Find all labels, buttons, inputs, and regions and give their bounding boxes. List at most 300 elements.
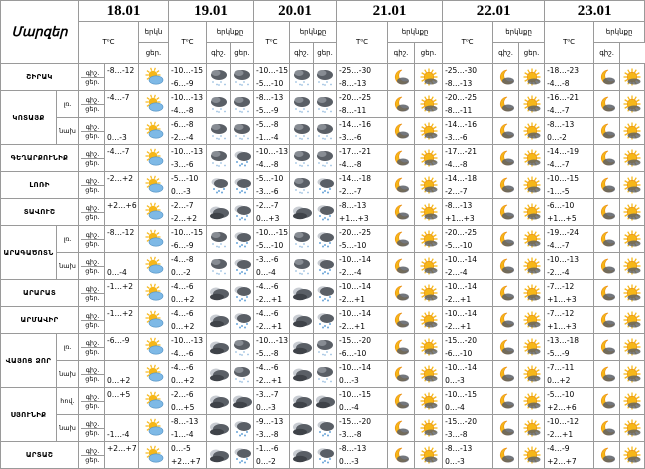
temp-range — [337, 253, 388, 280]
temp-range — [105, 91, 139, 118]
night-temp: -6…-10 — [547, 201, 575, 210]
night-temp: -16…-21 — [547, 93, 580, 102]
night-temp: -5…-8 — [256, 120, 279, 129]
temp-range — [337, 226, 388, 253]
night-temp: -10…-15 — [171, 66, 204, 75]
sun-icon — [415, 64, 443, 91]
night-header: գիշ. — [493, 43, 519, 64]
snow-icon — [314, 253, 337, 280]
sun-icon — [415, 388, 443, 415]
night-temp: -18…-23 — [547, 66, 580, 75]
temp-range — [337, 280, 388, 307]
night-temp: -10…-15 — [339, 390, 372, 399]
temp-range — [254, 442, 290, 469]
night-temp: -14…-19 — [547, 147, 580, 156]
day-temp: 0…+5 — [171, 403, 195, 412]
temp-range — [105, 307, 139, 334]
cloud-icon — [290, 415, 314, 442]
moon-icon — [493, 226, 519, 253]
day-temp — [107, 104, 138, 117]
day-temp: 0…-4 — [107, 268, 127, 277]
subregion-label: նախ — [57, 118, 79, 145]
day-temp: -2…+1 — [256, 295, 283, 304]
day-night-labels — [79, 64, 105, 91]
sun-icon — [415, 307, 443, 334]
temp-range — [545, 253, 594, 280]
night-temp: -1…-6 — [256, 444, 279, 453]
temp-range — [337, 199, 388, 226]
day-temp — [107, 401, 138, 414]
sun-cloud-icon — [139, 226, 169, 253]
night-temp: -25…-30 — [339, 66, 372, 75]
night-header: գիշ. — [207, 43, 231, 64]
cloud-icon — [290, 280, 314, 307]
night-temp: -10…-15 — [256, 66, 289, 75]
cloud-snow-icon — [207, 253, 231, 280]
cloud-snow-icon — [290, 118, 314, 145]
moon-icon — [594, 118, 620, 145]
day-night-labels — [79, 253, 105, 280]
cloud-icon — [207, 361, 231, 388]
day-temp: -2…-7 — [445, 187, 468, 196]
sun-cloud-icon — [139, 388, 169, 415]
moon-icon — [493, 64, 519, 91]
sun-icon — [519, 388, 545, 415]
day-temp: -5…-9 — [547, 349, 570, 358]
night-temp: -10…-14 — [339, 309, 372, 318]
cloud-icon — [231, 388, 254, 415]
temp-range — [337, 415, 388, 442]
day-temp — [107, 293, 138, 306]
cloud-snow-icon — [231, 334, 254, 361]
temp-range — [254, 334, 290, 361]
moon-icon — [594, 388, 620, 415]
night-temp: -7…-12 — [547, 282, 575, 291]
day-temp: -1…-4 — [256, 133, 279, 142]
night-temp — [107, 361, 138, 374]
cloud-snow-icon — [207, 64, 231, 91]
cloud-icon — [290, 334, 314, 361]
region-name: ԱՐԱԳԱԾՈՏՆ — [1, 226, 57, 280]
day-temp — [107, 77, 138, 90]
night-temp: -7…-12 — [547, 309, 575, 318]
temp-range — [545, 361, 594, 388]
day-temp — [107, 158, 138, 171]
day-temp: -6…-9 — [171, 79, 194, 88]
night-label: գիշ. — [81, 177, 104, 186]
day-label: ցեր. — [85, 77, 100, 86]
day-temp: -3…-6 — [256, 187, 279, 196]
moon-icon — [388, 226, 415, 253]
temp-range — [337, 172, 388, 199]
temp-range — [105, 253, 139, 280]
region-name: ԱՐԱՐԱՏ — [1, 280, 79, 307]
moon-icon — [388, 442, 415, 469]
night-temp: -5…-10 — [547, 390, 575, 399]
day-night-labels — [79, 199, 105, 226]
temp-range — [443, 226, 493, 253]
temp-range — [169, 91, 207, 118]
temp-range — [443, 388, 493, 415]
night-temp: -20…-25 — [339, 228, 372, 237]
temp-range — [169, 307, 207, 334]
day-temp: -2…+1 — [547, 430, 574, 439]
sun-icon — [415, 118, 443, 145]
moon-icon — [388, 118, 415, 145]
temp-range — [443, 334, 493, 361]
day-temp: 0…+2 — [107, 376, 131, 385]
day-label: ցեր. — [85, 347, 100, 356]
day-label: ցեր. — [85, 293, 100, 302]
temp-range — [169, 172, 207, 199]
temp-range — [337, 145, 388, 172]
night-header: գիշ. — [594, 43, 620, 64]
night-temp: -17…-21 — [339, 147, 372, 156]
day-temp: 0…-4 — [445, 403, 465, 412]
moon-icon — [493, 118, 519, 145]
day-temp: 0…+2 — [171, 322, 195, 331]
night-temp: -8…-13 — [339, 444, 367, 453]
temp-range — [337, 388, 388, 415]
sun-icon — [519, 361, 545, 388]
cloud-icon — [207, 199, 231, 226]
day-temp: -6…-10 — [445, 349, 473, 358]
subregion-label: լռ. — [57, 91, 79, 118]
day-night-labels — [79, 415, 105, 442]
sun-cloud-icon — [139, 361, 169, 388]
temp-range — [105, 334, 139, 361]
cloud-icon — [290, 442, 314, 469]
night-temp: -9…-13 — [256, 417, 284, 426]
night-temp: -4…-6 — [171, 363, 194, 372]
night-temp: -10…-14 — [445, 255, 478, 264]
moon-icon — [594, 280, 620, 307]
day-label: ցեր. — [85, 212, 100, 221]
sun-cloud-icon — [139, 280, 169, 307]
night-temp: -8…-13 — [445, 444, 473, 453]
day-temp: -2…-4 — [445, 268, 468, 277]
night-temp: -2…-6 — [171, 390, 194, 399]
night-temp: -8…-13 — [339, 201, 367, 210]
sun-icon — [620, 91, 645, 118]
snow-icon — [314, 307, 337, 334]
day-temp: -3…-8 — [256, 430, 279, 439]
moon-icon — [493, 442, 519, 469]
moon-icon — [594, 145, 620, 172]
snow-icon — [231, 415, 254, 442]
temp-range — [443, 307, 493, 334]
day-night-labels — [79, 388, 105, 415]
temp-range — [254, 280, 290, 307]
day-temp: -2…+1 — [445, 322, 472, 331]
night-temp: -10…-14 — [445, 282, 478, 291]
moon-icon — [594, 307, 620, 334]
day-temp: -4…-7 — [547, 160, 570, 169]
day-night-labels — [79, 118, 105, 145]
night-temp: -4…-9 — [547, 444, 570, 453]
day-temp: 0…-3 — [445, 376, 465, 385]
cloud-icon — [207, 442, 231, 469]
temp-header: T⁰C — [545, 22, 594, 64]
subregion-label: նախ — [57, 415, 79, 442]
night-temp: -3…-6 — [256, 255, 279, 264]
day-temp: -1…-4 — [107, 430, 130, 439]
night-temp: -4…-6 — [256, 282, 279, 291]
temp-range — [443, 199, 493, 226]
sun-icon — [415, 442, 443, 469]
night-temp: -1…+2 — [107, 309, 134, 318]
day-temp: -8…-11 — [445, 106, 473, 115]
cloud-snow-icon — [290, 226, 314, 253]
night-temp: -8…-13 — [445, 201, 473, 210]
temp-range — [254, 415, 290, 442]
date-header: 23.01 — [545, 1, 645, 22]
temp-range — [337, 64, 388, 91]
temp-range — [545, 334, 594, 361]
day-temp: 0…-4 — [256, 268, 276, 277]
temp-range — [443, 64, 493, 91]
day-temp — [107, 347, 138, 360]
day-temp: -3…-8 — [339, 430, 362, 439]
sun-icon — [415, 91, 443, 118]
night-temp: -10…-15 — [547, 174, 580, 183]
night-temp: -4…-6 — [256, 309, 279, 318]
cloud-snow-icon — [314, 118, 337, 145]
night-temp: -13…-18 — [547, 336, 580, 345]
day-temp: -4…-8 — [256, 160, 279, 169]
temp-header: T⁰C — [443, 22, 493, 64]
day-temp: -1…-5 — [547, 187, 570, 196]
day-temp — [107, 239, 138, 252]
temp-range — [545, 118, 594, 145]
night-temp: -10…-15 — [256, 228, 289, 237]
moon-icon — [388, 361, 415, 388]
snow-icon — [314, 280, 337, 307]
temp-range — [105, 64, 139, 91]
night-label: գիշ. — [81, 447, 104, 456]
moon-icon — [594, 172, 620, 199]
night-temp: -14…-18 — [339, 174, 372, 183]
day-temp — [107, 320, 138, 333]
sun-cloud-icon — [139, 253, 169, 280]
night-temp: -6…-9 — [107, 336, 130, 345]
day-temp: -2…-4 — [171, 133, 194, 142]
day-temp: 0…+2 — [171, 295, 195, 304]
night-temp: -2…+2 — [107, 174, 134, 183]
temp-range — [545, 199, 594, 226]
day-temp: -2…+1 — [339, 295, 366, 304]
day-header: ցեր. — [415, 43, 443, 64]
cloud-snow-icon — [207, 118, 231, 145]
night-temp: -8…-13 — [171, 417, 199, 426]
day-label: ցեր. — [85, 158, 100, 167]
temp-range — [545, 226, 594, 253]
moon-icon — [594, 64, 620, 91]
day-temp — [107, 212, 138, 225]
temp-range — [443, 442, 493, 469]
sun-icon — [620, 415, 645, 442]
cloud-icon — [314, 388, 337, 415]
night-temp: -5…-10 — [171, 174, 199, 183]
temp-range — [169, 226, 207, 253]
night-temp: -10…-14 — [445, 309, 478, 318]
night-temp: -10…-13 — [171, 336, 204, 345]
day-temp: 0…-4 — [339, 403, 359, 412]
temp-range — [337, 91, 388, 118]
night-temp: -20…-25 — [445, 228, 478, 237]
sun-icon — [620, 253, 645, 280]
sun-icon — [620, 226, 645, 253]
temp-range — [169, 199, 207, 226]
temp-range — [254, 361, 290, 388]
subregion-label: նախ — [57, 361, 79, 388]
temp-range — [545, 442, 594, 469]
day-temp: -4…-7 — [547, 241, 570, 250]
temp-range — [169, 361, 207, 388]
cloud-snow-icon — [290, 172, 314, 199]
night-label: գիշ. — [81, 285, 104, 294]
night-temp: -14…-16 — [339, 120, 372, 129]
moon-icon — [388, 334, 415, 361]
day-label: ցեր. — [85, 428, 100, 437]
snow-icon — [231, 253, 254, 280]
night-temp: 0…+5 — [107, 390, 131, 399]
date-header: 22.01 — [443, 1, 545, 22]
temp-range — [105, 199, 139, 226]
day-temp: +1…+5 — [547, 214, 577, 223]
day-temp: -4…-8 — [171, 106, 194, 115]
night-temp — [107, 118, 138, 131]
sun-cloud-icon — [139, 91, 169, 118]
cloud-snow-icon — [207, 226, 231, 253]
day-night-labels — [79, 145, 105, 172]
sun-cloud-icon — [139, 334, 169, 361]
sun-cloud-icon — [139, 442, 169, 469]
temp-range — [254, 226, 290, 253]
subregion-label: նախ — [57, 253, 79, 280]
sun-cloud-icon — [139, 118, 169, 145]
day-temp: -5…-10 — [445, 241, 473, 250]
subregion-label: լռ. — [57, 334, 79, 361]
temp-range — [545, 172, 594, 199]
cloud-icon — [207, 307, 231, 334]
sun-icon — [519, 253, 545, 280]
night-temp: -10…-13 — [171, 93, 204, 102]
day-temp: -4…-8 — [547, 79, 570, 88]
date-header: 18.01 — [79, 1, 169, 22]
night-temp: -15…-20 — [339, 417, 372, 426]
night-temp: -8…-13 — [547, 120, 575, 129]
night-temp: -14…-16 — [445, 120, 478, 129]
day-temp: 0…+3 — [256, 214, 280, 223]
cloud-snow-icon — [314, 91, 337, 118]
sun-icon — [519, 334, 545, 361]
temp-header: T⁰C — [79, 22, 139, 64]
sun-cloud-icon — [139, 307, 169, 334]
day-night-labels — [79, 442, 105, 469]
day-temp: -6…-10 — [339, 349, 367, 358]
day-header: ցեր. — [139, 43, 169, 64]
night-header: գիշ. — [290, 43, 314, 64]
day-temp: -2…+1 — [445, 295, 472, 304]
night-temp: -10…-14 — [445, 363, 478, 372]
temp-range — [337, 442, 388, 469]
day-temp: +1…+3 — [547, 322, 577, 331]
night-temp: -10…-14 — [339, 363, 372, 372]
sun-icon — [519, 64, 545, 91]
day-temp: 0…+2 — [547, 376, 571, 385]
day-temp: 0…-3 — [171, 187, 191, 196]
moon-icon — [388, 415, 415, 442]
moon-icon — [388, 172, 415, 199]
night-temp: -4…-7 — [107, 147, 130, 156]
day-label: ցեր. — [85, 239, 100, 248]
sky-header: երկնքը — [207, 22, 254, 43]
night-temp: +2…+7 — [107, 444, 137, 453]
day-temp: 0…-3 — [339, 376, 359, 385]
snow-icon — [314, 172, 337, 199]
cloud-snow-icon — [314, 145, 337, 172]
day-label: ցեր. — [85, 104, 100, 113]
night-label: գիշ. — [81, 420, 104, 429]
sky-header: երկնքը — [493, 22, 545, 43]
night-label: գիշ. — [81, 150, 104, 159]
night-label: գիշ. — [81, 204, 104, 213]
temp-range — [545, 145, 594, 172]
day-temp: 0…-3 — [339, 457, 359, 466]
temp-range — [545, 307, 594, 334]
night-temp: -8…-12 — [107, 66, 135, 75]
night-temp: -2…-7 — [256, 201, 279, 210]
cloud-snow-icon — [290, 145, 314, 172]
day-night-labels — [79, 280, 105, 307]
night-temp: -10…-13 — [256, 147, 289, 156]
day-temp: +1…+3 — [547, 295, 577, 304]
cloud-snow-icon — [207, 145, 231, 172]
snow-icon — [231, 145, 254, 172]
sun-cloud-icon — [139, 199, 169, 226]
night-label: գիշ. — [81, 69, 104, 78]
cloud-snow-icon — [231, 91, 254, 118]
moon-icon — [594, 253, 620, 280]
moon-icon — [594, 199, 620, 226]
temp-range — [105, 361, 139, 388]
sun-icon — [519, 91, 545, 118]
night-temp: -1…+2 — [107, 282, 134, 291]
region-name: ԱՐՄԱՎԻՐ — [1, 307, 79, 334]
temp-range — [254, 172, 290, 199]
night-temp: -20…-25 — [339, 93, 372, 102]
sun-icon — [620, 442, 645, 469]
moon-icon — [493, 361, 519, 388]
temp-range — [169, 415, 207, 442]
night-label: գիշ. — [81, 339, 104, 348]
subregion-label: հով. — [57, 388, 79, 415]
sun-icon — [620, 361, 645, 388]
snow-icon — [231, 226, 254, 253]
sun-icon — [415, 334, 443, 361]
night-label: գիշ. — [81, 393, 104, 402]
sun-cloud-icon — [139, 172, 169, 199]
sun-cloud-icon — [139, 145, 169, 172]
sky-header: երկնքը — [290, 22, 337, 43]
date-header: 19.01 — [169, 1, 254, 22]
moon-icon — [493, 91, 519, 118]
temp-range — [169, 334, 207, 361]
night-temp: -25…-30 — [445, 66, 478, 75]
day-temp: -5…-9 — [256, 106, 279, 115]
day-temp: -2…+2 — [171, 214, 198, 223]
